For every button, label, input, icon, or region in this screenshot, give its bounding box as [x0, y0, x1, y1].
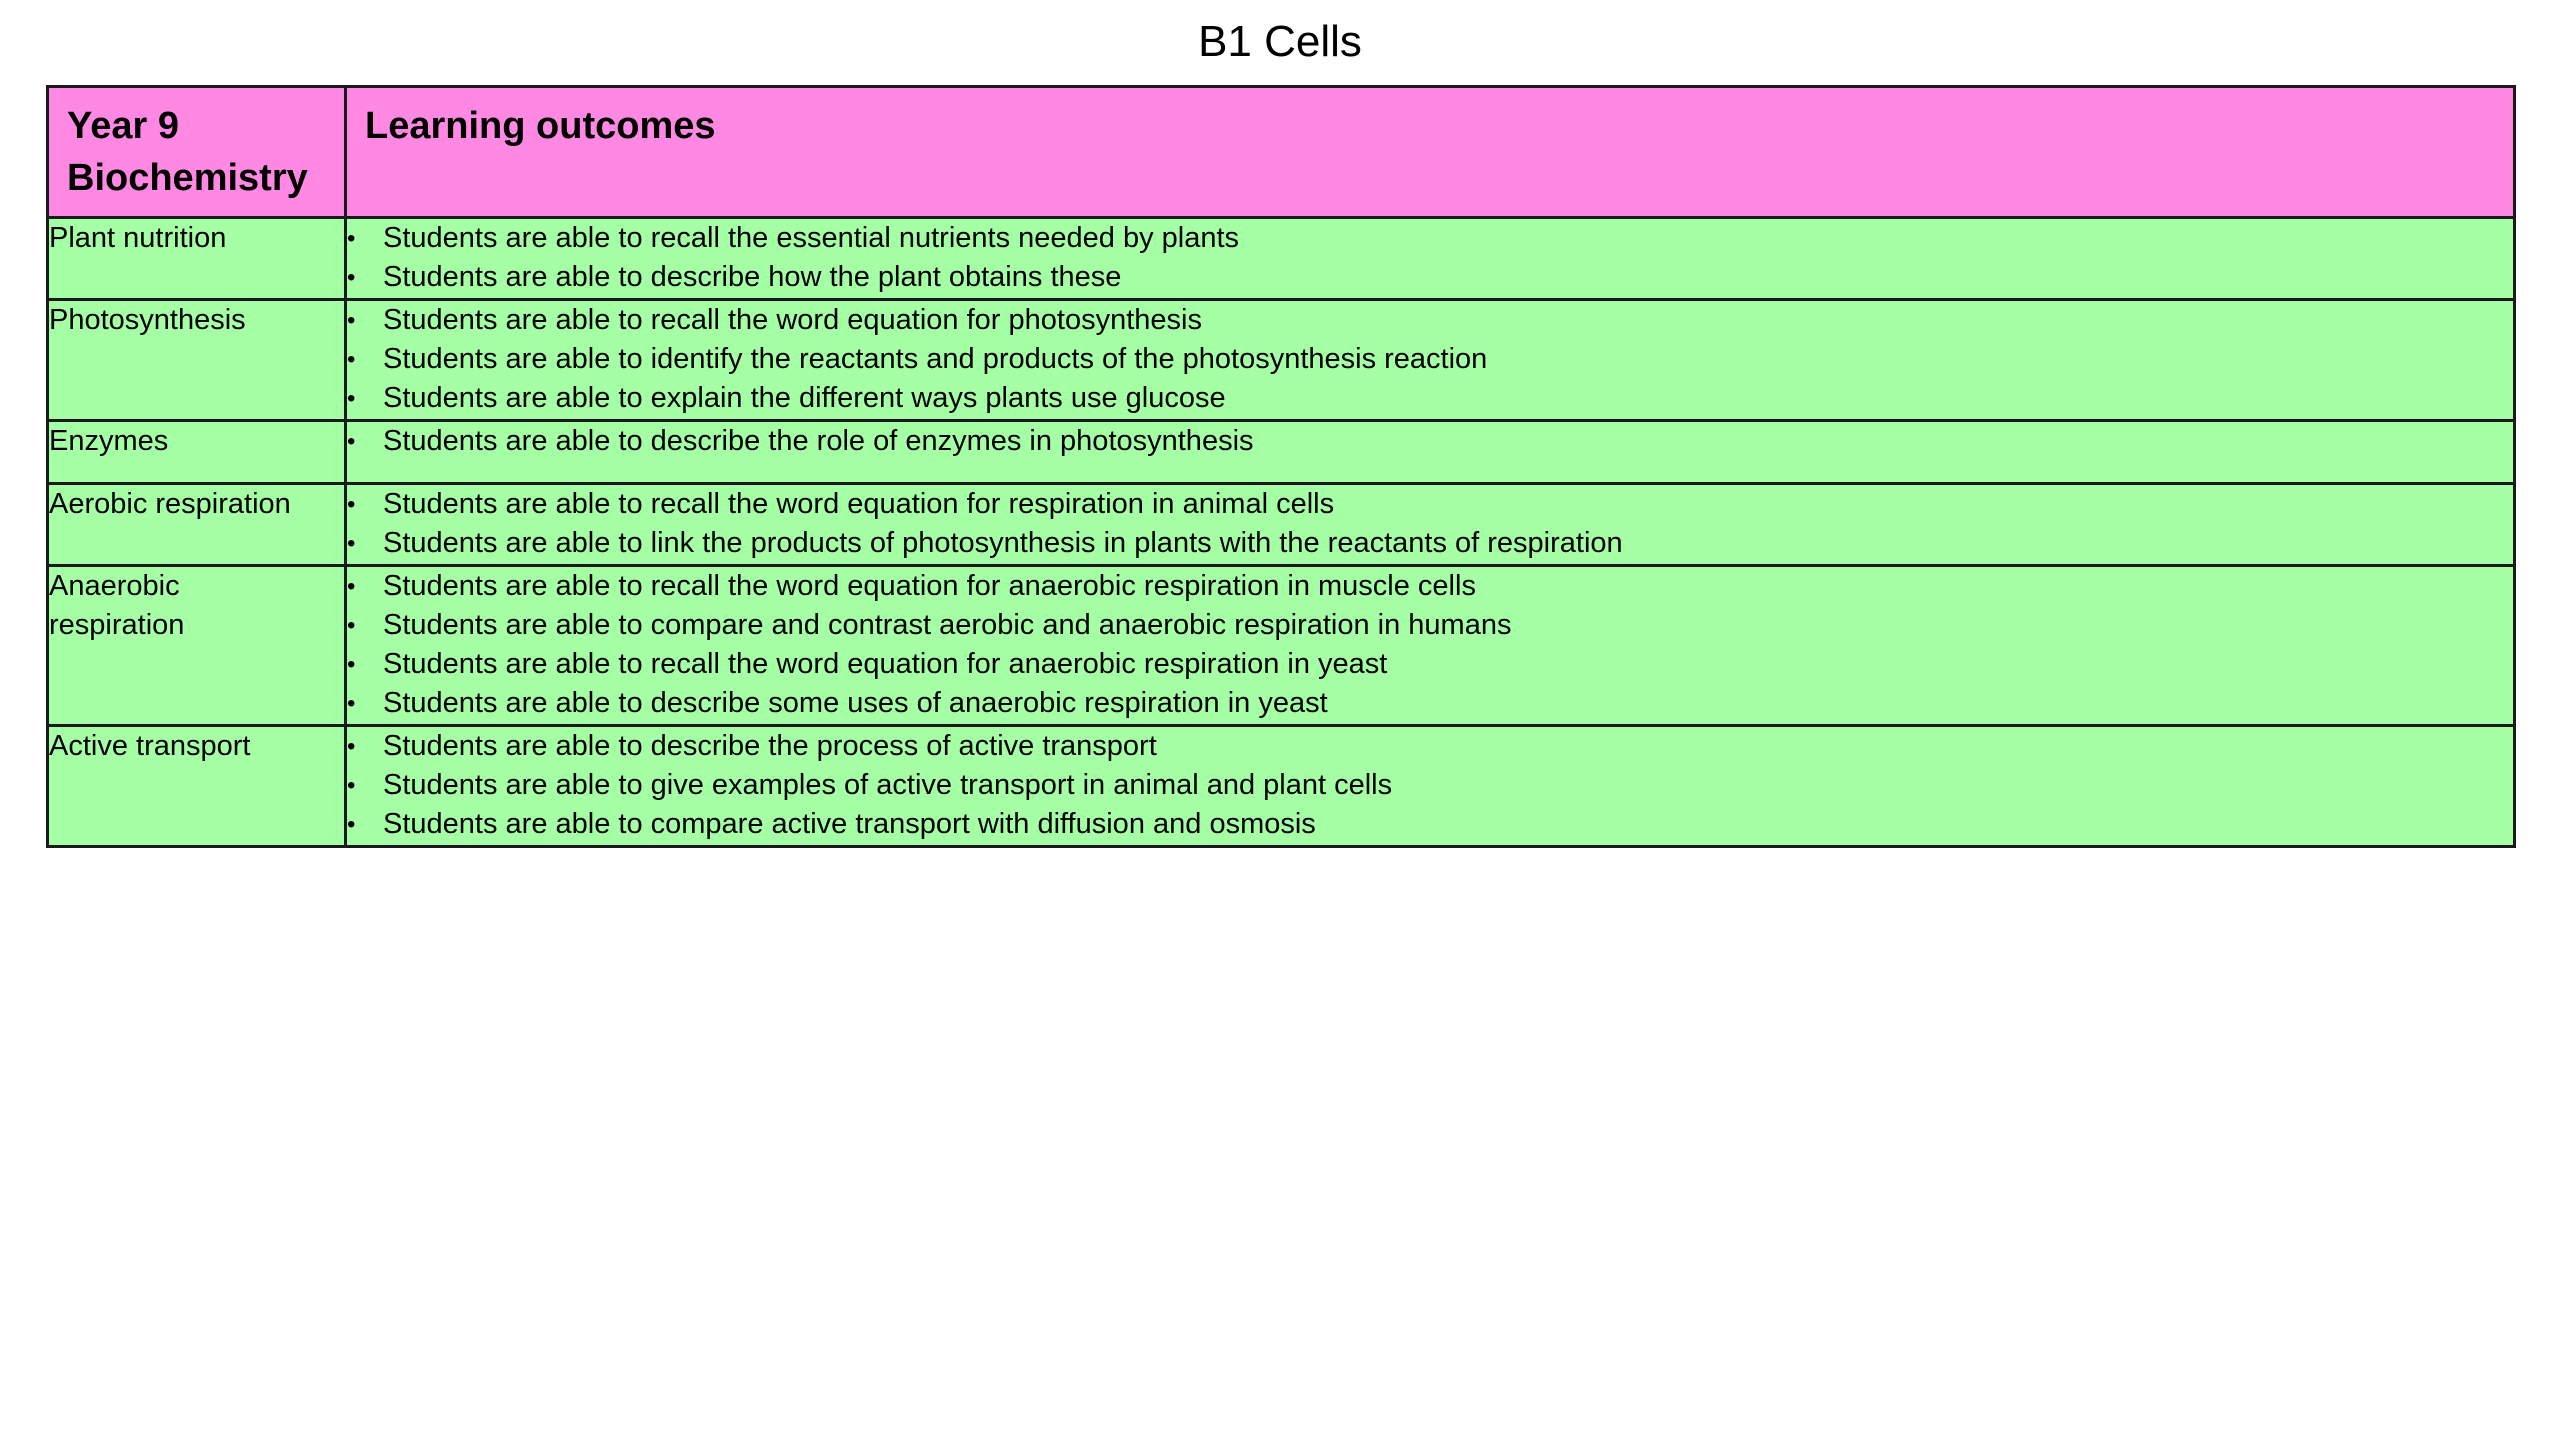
outcome-text: Students are able to describe the role of enzymes in photosynthesis [383, 425, 1254, 457]
bullet-icon: • [347, 428, 356, 455]
outcomes-list [347, 422, 2513, 461]
outcome-text: Students are able to describe the process of active transport [383, 730, 1157, 762]
table-row [48, 484, 2515, 566]
outcomes-list [347, 727, 2513, 844]
outcome-text: Students are able to describe how the plant obtains these [383, 261, 1122, 293]
list-item [347, 340, 2513, 379]
outcomes-cell [346, 300, 2515, 421]
bullet-icon: • [347, 530, 356, 557]
outcome-text: Students are able to recall the word equation for anaerobic respiration in muscle cells [383, 570, 1476, 602]
outcome-text: Students are able to recall the essential nutrients needed by plants [383, 222, 1240, 254]
page-title: B1 Cells [1198, 17, 1362, 66]
list-item [347, 805, 2513, 844]
list-item [347, 567, 2513, 606]
list-item [347, 524, 2513, 563]
bullet-icon: • [347, 225, 356, 252]
topic-column-header [48, 87, 346, 218]
topic-cell: Active transport [48, 726, 346, 847]
outcome-text: Students are able to explain the different ways plants use glucose [383, 382, 1226, 414]
topic-cell [48, 566, 346, 726]
table-row [48, 300, 2515, 421]
list-item [347, 606, 2513, 645]
table-row [48, 218, 2515, 300]
outcomes-list [347, 301, 2513, 418]
list-item [347, 766, 2513, 805]
bullet-icon: • [347, 491, 356, 518]
outcome-text: Students are able to identify the reactants and products of the photosynthesis reaction [383, 343, 1488, 375]
outcome-text: Students are able to recall the word equation for respiration in animal cells [383, 488, 1335, 520]
bullet-icon: • [347, 612, 356, 639]
bullet-icon: • [347, 690, 356, 717]
outcomes-list [347, 567, 2513, 723]
list-item [347, 422, 2513, 461]
topic-cell: Enzymes [48, 421, 346, 484]
outcome-text: Students are able to recall the word equation for photosynthesis [383, 304, 1202, 336]
list-item [347, 219, 2513, 258]
topic-text-anaerobic-line-1: Anaerobic [49, 570, 180, 602]
list-item [347, 301, 2513, 340]
bullet-icon: • [347, 264, 356, 291]
bullet-icon: • [347, 651, 356, 678]
outcomes-cell [346, 566, 2515, 726]
table-row [48, 421, 2515, 484]
topic-header-line-2: Biochemistry [67, 157, 308, 199]
topic-cell: Photosynthesis [48, 300, 346, 421]
outcome-text: Students are able to compare active transport with diffusion and osmosis [383, 808, 1316, 840]
list-item [347, 684, 2513, 723]
list-item [347, 727, 2513, 766]
bullet-icon: • [347, 772, 356, 799]
outcome-text: Students are able to link the products of photosynthesis in plants with the reactants of respiration [383, 527, 1623, 559]
table-header-row [48, 87, 2515, 218]
list-item [347, 645, 2513, 684]
outcomes-cell [346, 726, 2515, 847]
bullet-icon: • [347, 346, 356, 373]
list-item [347, 379, 2513, 418]
outcome-text: Students are able to describe some uses of anaerobic respiration in yeast [383, 687, 1328, 719]
outcome-text: Students are able to recall the word equation for anaerobic respiration in yeast [383, 648, 1388, 680]
bullet-icon: • [347, 811, 356, 838]
outcomes-cell [346, 218, 2515, 300]
learning-outcomes-table [46, 85, 2516, 848]
outcomes-list [347, 219, 2513, 297]
topic-header-line-1: Year 9 [67, 105, 179, 147]
list-item [347, 485, 2513, 524]
bullet-icon: • [347, 733, 356, 760]
outcome-text: Students are able to give examples of active transport in animal and plant cells [383, 769, 1393, 801]
topic-cell: Plant nutrition [48, 218, 346, 300]
outcomes-list [347, 485, 2513, 563]
list-item [347, 258, 2513, 297]
outcomes-cell [346, 421, 2515, 484]
bullet-icon: • [347, 573, 356, 600]
bullet-icon: • [347, 307, 356, 334]
bullet-icon: • [347, 385, 356, 412]
topic-cell: Aerobic respiration [48, 484, 346, 566]
outcomes-column-header: Learning outcomes [346, 87, 2515, 218]
table-row [48, 726, 2515, 847]
topic-text-anaerobic-line-2: respiration [49, 609, 185, 641]
outcomes-cell [346, 484, 2515, 566]
table-row [48, 566, 2515, 726]
outcome-text: Students are able to compare and contrast aerobic and anaerobic respiration in humans [383, 609, 1512, 641]
